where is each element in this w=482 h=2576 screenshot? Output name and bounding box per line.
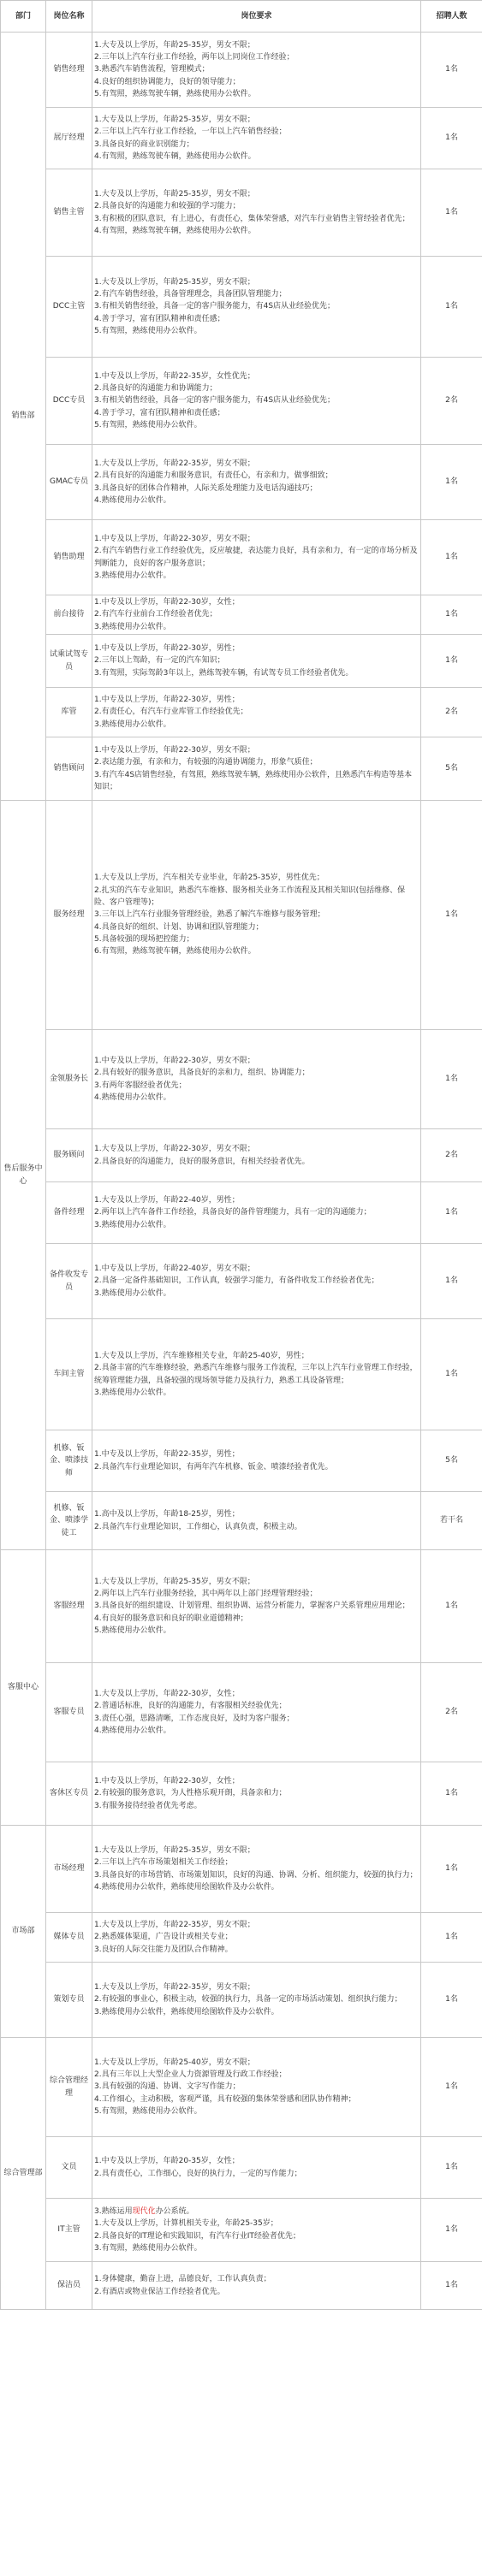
table-row	[1, 737, 482, 801]
requirement-line: 2.具备良好的沟通能力和较强的学习能力；	[94, 202, 241, 211]
table-row	[1, 358, 482, 445]
requirement-line: 1.大专及以上学历，汽车维修相关专业，年龄25-40岁，男性；	[94, 1351, 309, 1360]
requirement-line: 3.有积极的团队意识，有上进心，有责任心，集体荣誉感，对汽车行业销售主管经验者优先；	[94, 214, 410, 223]
requirement-line: 3.具备良好的团体合作精神，人际关系处理能力及电话沟通技巧；	[94, 483, 318, 493]
department-cell: 综合管理部	[1, 2038, 46, 2310]
position-cell: 备件收发专员	[46, 1244, 92, 1319]
requirements-cell	[92, 108, 421, 169]
count-cell: 1名	[421, 635, 482, 688]
requirement-line: 2.具备良好的沟通能力，良好的服务意识，有相关经验者优先。	[94, 1157, 310, 1166]
position-cell: DCC专员	[46, 358, 92, 445]
count-cell: 1名	[421, 1762, 482, 1826]
table-row	[1, 1319, 482, 1430]
requirement-line: 1.大专及以上学历，年龄25-35岁，男女不限；	[94, 189, 255, 198]
table-row	[1, 1129, 482, 1182]
position-cell: 客服经理	[46, 1550, 92, 1663]
requirement-line: 2.具备一定备件基础知识，工作认真，较强学习能力，有备件收发工作经验者优先；	[94, 1276, 379, 1286]
requirement-line: 1.中专及以上学历，年龄22-40岁，男女不限；	[94, 1264, 255, 1274]
requirement-line: 1.中专及以上学历，年龄22-30岁，男性；	[94, 696, 240, 705]
requirements-cell	[92, 1963, 421, 2038]
count-cell: 2名	[421, 358, 482, 445]
requirements-cell	[92, 635, 421, 688]
count-cell: 1名	[421, 520, 482, 595]
header-requirements: 岗位要求	[92, 1, 421, 33]
requirement-line: 4.有良好的服务意识和良好的职业道德精神；	[94, 1614, 248, 1623]
table-row	[1, 2199, 482, 2262]
requirement-line: 4.有驾照，熟练驾驶车辆，熟练使用办公软件。	[94, 151, 256, 161]
position-cell: 综合管理经理	[46, 2038, 92, 2137]
requirement-line: 1.大专及以上学历，年龄25-35岁，男女不限；	[94, 1577, 255, 1586]
table-row	[1, 1182, 482, 1244]
requirements-cell	[92, 2038, 421, 2137]
count-cell: 1名	[421, 108, 482, 169]
requirements-cell	[92, 1244, 421, 1319]
table-row	[1, 33, 482, 108]
requirement-line: 4.熟练使用办公软件。	[94, 1093, 171, 1102]
count-cell: 2名	[421, 1663, 482, 1762]
requirement-line: 2.有责任心，有汽车行业库管工作经验优先；	[94, 708, 248, 717]
table-row	[1, 520, 482, 595]
requirement-line: 1.中专及以上学历，年龄22-30岁，女性；	[94, 1777, 240, 1786]
table-row	[1, 1963, 482, 2038]
requirement-line: 1.大专及以上学历，年龄25-35岁，男女不限；	[94, 40, 255, 50]
table-row	[1, 1826, 482, 1913]
requirement-line: 4.熟练使用办公软件，熟练使用绘图软件及办公软件。	[94, 1882, 279, 1892]
requirement-line: 5.有驾照，熟练驾驶车辆，熟练使用办公软件。	[94, 89, 256, 98]
requirements-cell	[92, 2137, 421, 2199]
requirements-cell	[92, 1430, 421, 1492]
count-cell: 1名	[421, 2262, 482, 2310]
requirement-line: 4.熟练使用办公软件。	[94, 495, 171, 505]
requirement-line: 6.有驾照，熟练驾驶车辆，熟练使用办公软件。	[94, 947, 256, 956]
count-cell: 1名	[421, 2038, 482, 2137]
department-cell: 市场部	[1, 1826, 46, 2038]
requirements-cell	[92, 1762, 421, 1826]
position-cell: DCC主管	[46, 257, 92, 358]
count-cell: 1名	[421, 801, 482, 1030]
count-cell: 1名	[421, 1319, 482, 1430]
count-cell: 1名	[421, 2199, 482, 2262]
requirement-line: 2.具有三年以上大型企业人力资源管理及行政工作经验；	[94, 2070, 287, 2080]
position-cell: 媒体专员	[46, 1913, 92, 1963]
requirement-line: 1.大专及以上学历，年龄22-40岁，男性；	[94, 1196, 240, 1205]
position-cell: 机修、钣金、喷漆技师	[46, 1430, 92, 1492]
requirement-line: 2.熟悉媒体渠道，广告设计或相关专业；	[94, 1933, 233, 1942]
requirement-line: 2.三年以上汽车行业工作经验，两年以上同岗位工作经验；	[94, 53, 295, 62]
table-row	[1, 1663, 482, 1762]
requirement-line: 1.中专及以上学历，年龄22-30岁，女性；	[94, 598, 240, 607]
requirement-line: 3.有相关销售经验，具备一定的客户服务能力，有4S店从业经验优先；	[94, 302, 336, 311]
requirement-line: 1.高中及以上学历，年龄18-25岁，男性；	[94, 1510, 240, 1519]
position-cell: 试乘试驾专员	[46, 635, 92, 688]
requirement-line: 3.具备良好的商业识别能力；	[94, 139, 194, 149]
position-cell: 销售主管	[46, 169, 92, 257]
requirement-line: 1.身体健康，勤奋上进，品德良好，工作认真负责；	[94, 2275, 271, 2284]
count-cell: 1名	[421, 595, 482, 635]
table-row	[1, 1492, 482, 1550]
header-dept: 部门	[1, 1, 46, 33]
requirements-cell	[92, 1182, 421, 1244]
requirement-line: 3.具有较强的沟通、协调、文字写作能力；	[94, 2082, 241, 2092]
requirement-line: 2.具备汽车行业理论知识，工作细心，认真负责，积极主动。	[94, 1522, 302, 1531]
position-cell: 文员	[46, 2137, 92, 2199]
count-cell: 1名	[421, 1913, 482, 1963]
table-row	[1, 257, 482, 358]
table-row	[1, 688, 482, 737]
requirements-cell	[92, 688, 421, 737]
requirements-cell	[92, 257, 421, 358]
requirement-line: 2.具备丰富的汽车维修经验，熟悉汽车维修与服务工作流程，三年以上汽车行业管理工作经验，统筹管理能力强，具备较强的现场领导能力及执行力，熟悉工具设备管理；	[94, 1364, 418, 1385]
position-cell: 金领服务长	[46, 1030, 92, 1129]
requirement-line: 2.普通话标准，良好的沟通能力，有客服相关经验优先；	[94, 1702, 287, 1711]
requirement-line: 2.有较强的事业心，积极主动，较强的执行力，具备一定的市场活动策划、组织执行能力；	[94, 1995, 402, 2005]
position-cell: 客休区专员	[46, 1762, 92, 1826]
requirement-line: 1.大专及以上学历，年龄22-35岁，男女不限；	[94, 1921, 255, 1930]
job-table-body	[1, 33, 482, 2310]
count-cell: 1名	[421, 445, 482, 520]
requirements-cell	[92, 1913, 421, 1963]
requirement-line: 3.熟练使用办公软件。	[94, 1220, 171, 1229]
table-row	[1, 1550, 482, 1663]
requirement-line: 1.中专及以上学历，年龄22-30岁，男女不限；	[94, 534, 255, 543]
requirement-line: 3.有驾照，实际驾龄3年以上，熟练驾驶车辆，有试驾专员工作经验者优先。	[94, 668, 354, 678]
requirement-line: 2.具备汽车行业理论知识，有两年汽车机修、钣金、喷漆经验者优先。	[94, 1462, 333, 1472]
requirement-line: 2.三年以上汽车行业工作经验，一年以上汽车销售经验；	[94, 127, 287, 137]
requirement-line: 3.有汽车4S店销售经验，有驾照，熟练驾驶车辆，熟练使用办公软件，且熟悉汽车构造等基本知识；	[94, 770, 413, 791]
requirement-line: 3.熟练使用办公软件。	[94, 720, 171, 729]
header-count: 招聘人数	[421, 1, 482, 33]
requirement-line: 3.有两年客服经验者优先；	[94, 1081, 187, 1090]
position-cell: 服务经理	[46, 801, 92, 1030]
position-cell: 市场经理	[46, 1826, 92, 1913]
requirement-line: 2.两年以上汽车备件工作经验，具备良好的备件管理能力，具有一定的沟通能力；	[94, 1208, 372, 1217]
requirements-cell	[92, 445, 421, 520]
requirement-line: 3.熟练使用办公软件。	[94, 1388, 171, 1397]
requirement-line: 1.中专及以上学历，年龄22-30岁，男女不限；	[94, 745, 255, 755]
count-cell: 1名	[421, 1550, 482, 1663]
table-row	[1, 2262, 482, 2310]
requirement-line: 3.三年以上汽车行业服务管理经验，熟悉了解汽车维修与服务管理；	[94, 910, 325, 920]
requirement-line: 5.有驾照，熟练使用办公软件。	[94, 420, 202, 429]
position-cell: 销售助理	[46, 520, 92, 595]
requirement-line: 1.中专及以上学历，年龄22-30岁，男性；	[94, 644, 240, 654]
department-cell: 销售部	[1, 33, 46, 801]
position-cell: GMAC专员	[46, 445, 92, 520]
requirement-line: 3.良好的人际交往能力及团队合作精神。	[94, 1945, 233, 1954]
requirement-line: 1.大专及以上学历，年龄25-35岁，男女不限；	[94, 1845, 255, 1855]
requirements-cell	[92, 1030, 421, 1129]
requirement-line: 2.具备良好的IT理论和实践知识，有汽车行业IT经验者优先；	[94, 2231, 301, 2241]
requirement-line: 5.具备较强的现场把控能力；	[94, 934, 194, 944]
table-row	[1, 108, 482, 169]
position-cell: 销售经理	[46, 33, 92, 108]
table-row	[1, 2038, 482, 2137]
requirement-line: 2.有较强的服务意识，为人性格乐观开朗，具备亲和力；	[94, 1789, 287, 1798]
count-cell: 1名	[421, 2137, 482, 2199]
count-cell: 1名	[421, 1963, 482, 2038]
requirement-line: 4.善于学习，富有团队精神和责任感；	[94, 408, 225, 417]
requirement-line: 1.大专及以上学历，年龄25-35岁，男女不限；	[94, 115, 255, 124]
count-cell: 1名	[421, 257, 482, 358]
requirement-line: 2.具有较好的服务意识，具备良好的亲和力，组织、协调能力；	[94, 1069, 310, 1078]
requirement-line: 1.中专及以上学历，年龄22-30岁，男女不限；	[94, 1056, 255, 1065]
position-cell: 客服专员	[46, 1663, 92, 1762]
requirement-line: 5.熟练使用办公软件。	[94, 1626, 171, 1635]
table-row	[1, 801, 482, 1030]
requirement-line: 2.有汽车销售行业工作经验优先，反应敏捷，表达能力良好，具有亲和力，有一定的市场分析及判断能力，良好的客户服务意识；	[94, 547, 418, 568]
position-cell: 保洁员	[46, 2262, 92, 2310]
table-row	[1, 1762, 482, 1826]
table-row	[1, 445, 482, 520]
requirements-cell	[92, 737, 421, 801]
requirement-line: 1.大专及以上学历，计算机相关专业，年龄25-35岁；	[94, 2219, 278, 2229]
requirement-line: 2.具有责任心，工作细心，良好的执行力，一定的写作能力；	[94, 2169, 302, 2178]
count-cell: 若干名	[421, 1492, 482, 1550]
table-row	[1, 1244, 482, 1319]
requirements-cell	[92, 169, 421, 257]
position-cell: 服务顾问	[46, 1129, 92, 1182]
requirements-cell	[92, 2199, 421, 2262]
count-cell: 1名	[421, 1826, 482, 1913]
count-cell: 1名	[421, 1182, 482, 1244]
requirements-cell	[92, 1129, 421, 1182]
requirement-line: 3.具备良好的组织建设、计划管理、组织协调、运营分析能力，掌握客户关系管理应用理论；	[94, 1602, 410, 1611]
requirement-line: 4.有驾照，熟练驾驶车辆，熟练使用办公软件。	[94, 226, 256, 235]
requirement-line: 2.三年以上驾龄，有一定的汽车知识；	[94, 656, 225, 666]
requirement-line: 4.善于学习，富有团队精神和责任感；	[94, 314, 225, 323]
requirements-cell	[92, 1663, 421, 1762]
header-row	[1, 1, 482, 33]
requirement-line: 2.有汽车销售经验，具备管理理念，具备团队管理能力；	[94, 290, 287, 299]
requirement-line: 1.大专及以上学历，年龄25-40岁，男女不限；	[94, 2058, 255, 2067]
position-cell: 机修、钣金、喷漆学徒工	[46, 1492, 92, 1550]
highlighted-text: 现代化	[132, 2206, 156, 2216]
requirement-line: 4.熟练使用办公软件。	[94, 1726, 171, 1735]
position-cell: 前台接待	[46, 595, 92, 635]
requirement-line: 2.三年以上汽车市场策划相关工作经验；	[94, 1858, 233, 1868]
requirement-line: 4.具备良好的组织、计划、协调和团队管理能力；	[94, 922, 264, 932]
department-cell: 售后服务中心	[1, 801, 46, 1550]
requirement-line: 1.大专及以上学历，年龄22-35岁，男女不限；	[94, 459, 255, 468]
table-row	[1, 635, 482, 688]
requirement-line: 3.有驾照，熟练使用办公软件。	[94, 2243, 202, 2253]
position-cell: 车间主管	[46, 1319, 92, 1430]
table-row	[1, 1913, 482, 1963]
requirement-line: 3.熟练使用办公软件。	[94, 1288, 171, 1298]
requirement-line: 2.具备良好的沟通能力和协调能力；	[94, 384, 217, 394]
requirements-cell	[92, 1492, 421, 1550]
requirement-line: 1.大专及以上学历，年龄22-30岁，男女不限；	[94, 1145, 255, 1154]
position-cell: 销售顾问	[46, 737, 92, 801]
requirements-cell	[92, 801, 421, 1030]
department-cell: 客服中心	[1, 1550, 46, 1826]
requirement-line: 3.熟练使用办公软件，熟练使用绘图软件及办公软件。	[94, 2007, 279, 2016]
requirement-line: 3.熟练使用办公软件。	[94, 622, 171, 631]
requirement-line: 3.责任心强，思路清晰，工作态度良好，及时为客户服务；	[94, 1714, 295, 1723]
position-cell: 策划专员	[46, 1963, 92, 2038]
requirement-line: 2.表达能力强，有亲和力，有较强的沟通协调能力，形象气质佳；	[94, 758, 318, 767]
requirements-cell	[92, 33, 421, 108]
requirement-line: 1.中专及以上学历，年龄22-35岁，女性优先；	[94, 371, 255, 381]
requirement-line: 4.良好的组织协调能力，良好的领导能力；	[94, 77, 241, 86]
position-cell: IT主管	[46, 2199, 92, 2262]
table-row	[1, 1430, 482, 1492]
count-cell: 1名	[421, 1030, 482, 1129]
requirement-line: 4.工作细心，主动积极，客观严谨，具有较强的集体荣誉感和团队协作精神；	[94, 2094, 356, 2104]
count-cell: 1名	[421, 1244, 482, 1319]
table-row	[1, 169, 482, 257]
requirement-line: 2.扎实的汽车专业知识，熟悉汽车维修、服务相关业务工作流程及其相关知识(包括维修、保险、客户管理等)；	[94, 885, 406, 908]
requirement-line: 3.有服务接待经验者优先考虑。	[94, 1801, 202, 1810]
requirement-line: 3.熟悉汽车销售流程，管理模式；	[94, 65, 210, 74]
requirement-line: 3.有相关销售经验，具备一定的客户服务能力，有4S店从业经验优先；	[94, 396, 336, 406]
position-cell: 备件经理	[46, 1182, 92, 1244]
count-cell: 2名	[421, 688, 482, 737]
header-position: 岗位名称	[46, 1, 92, 33]
count-cell: 5名	[421, 1430, 482, 1492]
requirements-cell	[92, 595, 421, 635]
table-row	[1, 2137, 482, 2199]
requirement-line: 3.具备良好的市场营销、市场策划知识，良好的沟通、协调、分析、组织能力，较强的执行力；	[94, 1870, 418, 1880]
requirement-line: 1.中专及以上学历，年龄22-35岁，男性；	[94, 1450, 240, 1460]
requirement-line: 1.大专及以上学历，年龄22-30岁，女性；	[94, 1689, 240, 1698]
requirement-line: 2.有酒店或物业保洁工作经验者优先。	[94, 2287, 225, 2296]
requirements-cell	[92, 2262, 421, 2310]
position-cell: 库管	[46, 688, 92, 737]
requirement-line: 2.有汽车行业前台工作经验者优先；	[94, 610, 217, 619]
requirement-line: 3.熟练使用办公软件。	[94, 571, 171, 580]
requirements-cell	[92, 520, 421, 595]
requirement-line: 1.中专及以上学历，年龄20-35岁，女性；	[94, 2157, 240, 2166]
count-cell: 2名	[421, 1129, 482, 1182]
requirement-line: 2.具有良好的沟通能力和服务意识，有责任心，有亲和力，做事细致；	[94, 471, 333, 481]
requirements-cell	[92, 358, 421, 445]
requirement-line: 1.大专及以上学历，年龄25-35岁，男女不限；	[94, 277, 255, 287]
requirement-line: 5.有驾照，熟练使用办公软件。	[94, 2106, 202, 2116]
requirement-line: 1.大专及以上学历，年龄22-35岁，男女不限；	[94, 1983, 255, 1993]
requirements-cell	[92, 1319, 421, 1430]
table-row	[1, 595, 482, 635]
requirements-cell	[92, 1826, 421, 1913]
requirement-line: 3.熟练运用现代化办公系统。	[94, 2206, 194, 2216]
requirement-line: 2.两年以上汽车行业服务经验，其中两年以上部门经理管理经验；	[94, 1590, 318, 1599]
count-cell: 1名	[421, 169, 482, 257]
position-cell: 展厅经理	[46, 108, 92, 169]
count-cell: 1名	[421, 33, 482, 108]
requirements-cell	[92, 1550, 421, 1663]
requirement-line: 5.有驾照，熟练使用办公软件。	[94, 326, 202, 335]
count-cell: 5名	[421, 737, 482, 801]
requirement-line: 1.大专及以上学历，汽车相关专业毕业，年龄25-35岁，男性优先；	[94, 873, 324, 883]
table-row	[1, 1030, 482, 1129]
